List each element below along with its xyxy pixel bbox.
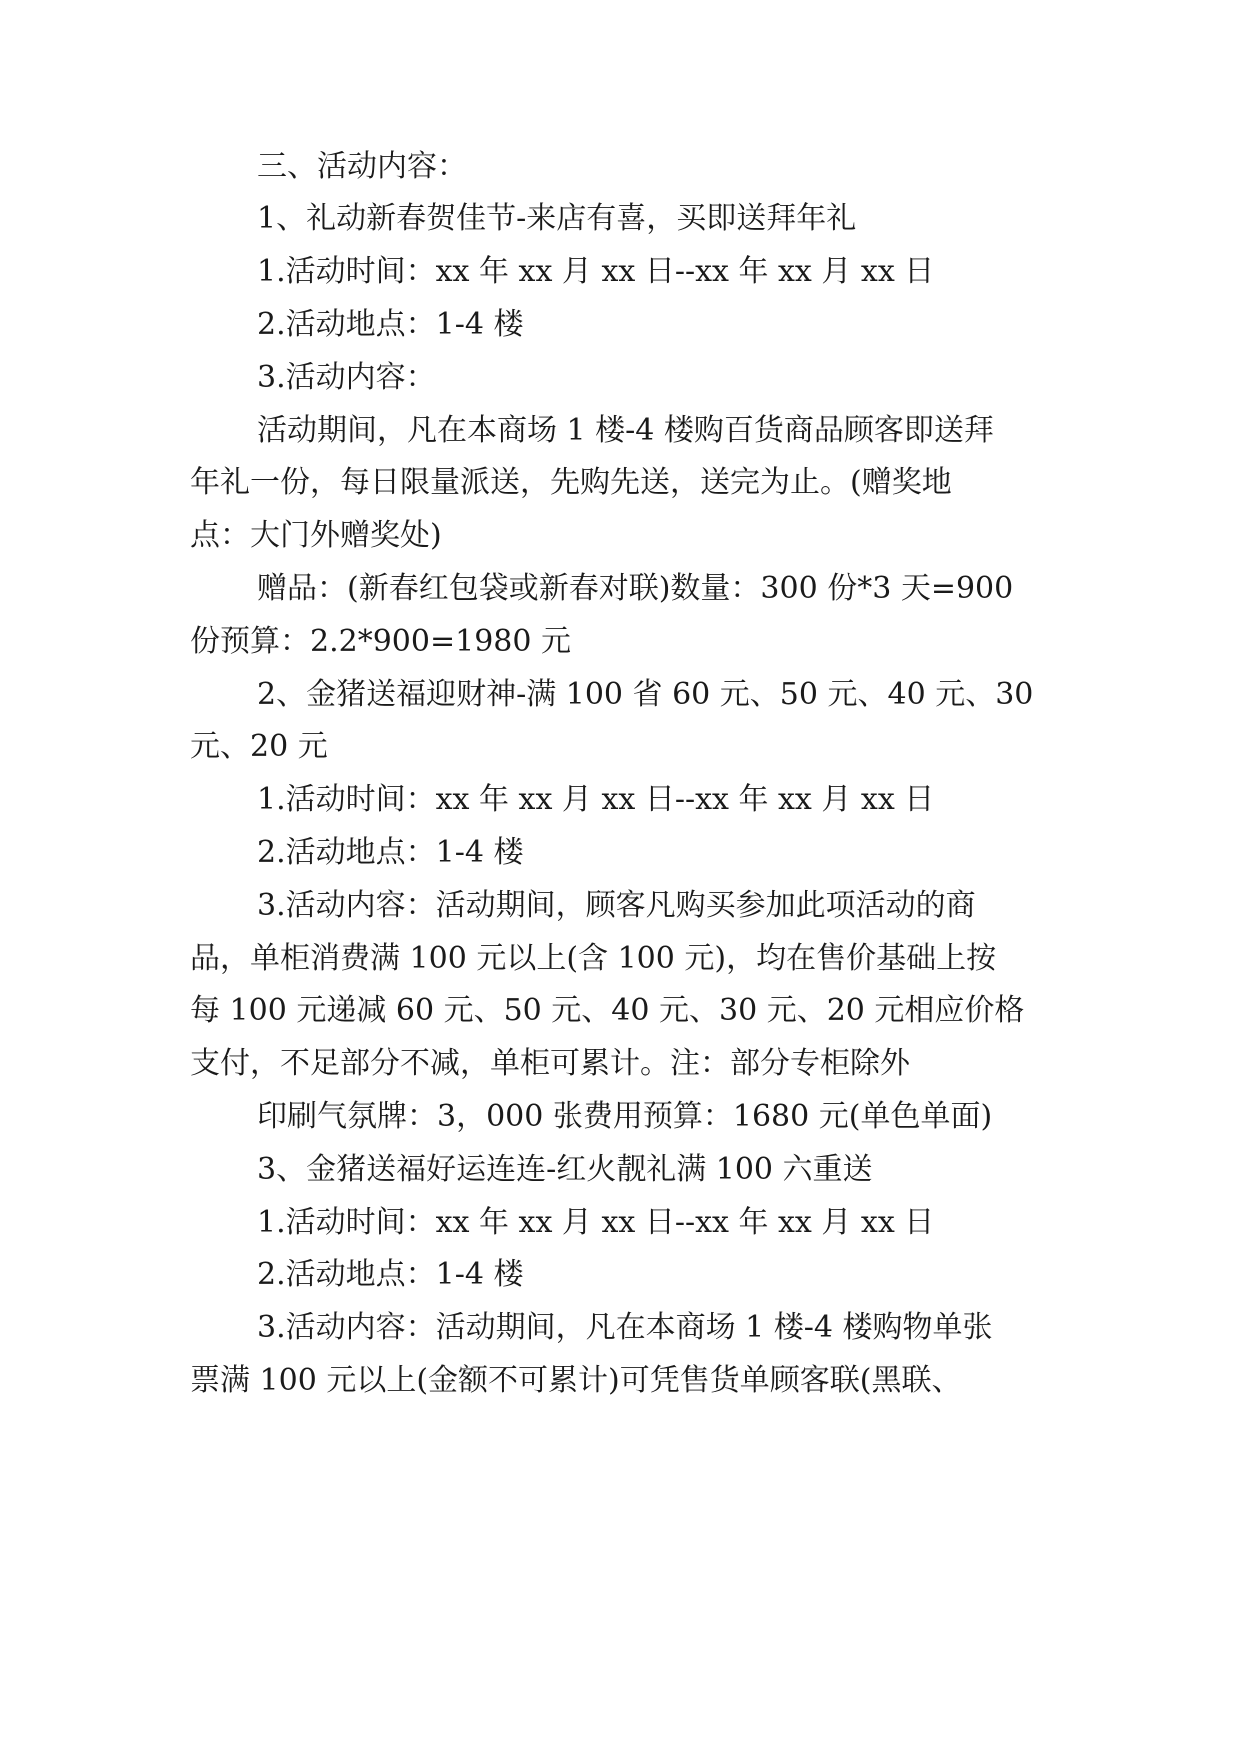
activity-2-location: 2.活动地点：1-4 楼 [257,835,524,870]
activity-3-title: 3、金猪送福好运连连-红火靓礼满 100 六重送 [257,1152,873,1187]
activity-1-content-label: 3.活动内容： [257,360,436,395]
activity-2-content-line-1: 3.活动内容：活动期间，顾客凡购买参加此项活动的商 [257,888,976,923]
activity-3-time: 1.活动时间：xx 年 xx 月 xx 日--xx 年 xx 月 xx 日 [257,1205,935,1240]
activity-2-content-line-4: 支付，不足部分不减，单柜可累计。注：部分专柜除外 [190,1046,910,1081]
activity-1-body-line-3: 点：大门外赠奖处) [190,518,442,553]
activity-1-location: 2.活动地点：1-4 楼 [257,307,524,342]
activity-3-location: 2.活动地点：1-4 楼 [257,1257,524,1292]
activity-1-body-line-1: 活动期间，凡在本商场 1 楼-4 楼购百货商品顾客即送拜 [257,413,994,448]
activity-2-content-line-3: 每 100 元递减 60 元、50 元、40 元、30 元、20 元相应价格 [190,993,1025,1028]
activity-2-title-line-1: 2、金猪送福迎财神-满 100 省 60 元、50 元、40 元、30 [257,677,1034,712]
activity-1-time: 1.活动时间：xx 年 xx 月 xx 日--xx 年 xx 月 xx 日 [257,254,935,289]
activity-1-gift-line-1: 赠品：(新春红包袋或新春对联)数量：300 份*3 天=900 [257,571,1014,606]
activity-2-print-budget: 印刷气氛牌：3，000 张费用预算：1680 元(单色单面) [257,1099,993,1134]
section-heading: 三、活动内容： [257,149,467,184]
activity-2-title-line-2: 元、20 元 [190,729,328,764]
activity-1-title: 1、礼动新春贺佳节-来店有喜，买即送拜年礼 [257,201,857,236]
activity-2-content-line-2: 品，单柜消费满 100 元以上(含 100 元)，均在售价基础上按 [190,941,997,976]
activity-3-content-line-1: 3.活动内容：活动期间，凡在本商场 1 楼-4 楼购物单张 [257,1310,993,1345]
activity-2-time: 1.活动时间：xx 年 xx 月 xx 日--xx 年 xx 月 xx 日 [257,782,935,817]
activity-3-content-line-2: 票满 100 元以上(金额不可累计)可凭售货单顾客联(黑联、 [190,1363,962,1398]
activity-1-gift-line-2: 份预算：2.2*900=1980 元 [190,624,571,659]
activity-1-body-line-2: 年礼一份，每日限量派送，先购先送，送完为止。(赠奖地 [190,465,952,500]
